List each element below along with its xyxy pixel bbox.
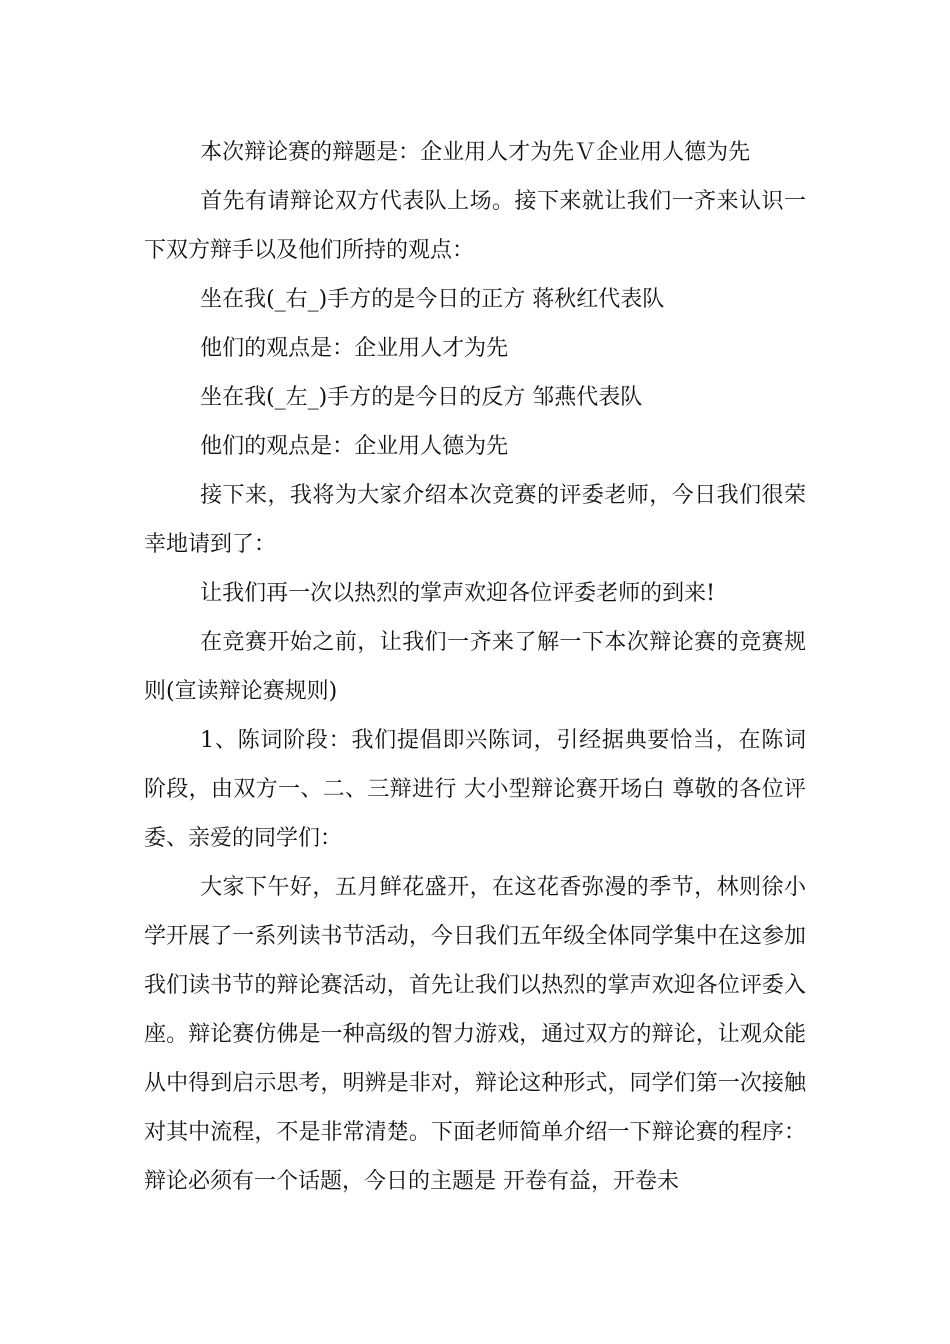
- paragraph-debate-topic: 本次辩论赛的辩题是：企业用人才为先Ｖ企业用人德为先: [200, 140, 751, 165]
- paragraph-affirmative-view: 他们的观点是：企业用人才为先: [200, 336, 509, 361]
- paragraph-negative-team: 坐在我(_左_)手方的是今日的反方 邹燕代表队: [200, 385, 643, 410]
- document-body: [144, 128, 806, 1206]
- paragraph-statement-stage: 1、陈词阶段：我们提倡即兴陈词，引经据典要恰当，在陈词阶段，由双方一、二、三辩进行 大小型辩论赛开场白 尊敬的各位评委、亲爱的同学们：: [144, 728, 806, 851]
- paragraph-invite-teams: 首先有请辩论双方代表队上场。接下来就让我们一齐来认识一下双方辩手以及他们所持的观点：: [144, 189, 806, 263]
- paragraph-rules-intro: 在竞赛开始之前，让我们一齐来了解一下本次辩论赛的竞赛规则(宣读辩论赛规则): [144, 630, 806, 704]
- paragraph-affirmative-team: 坐在我(_右_)手方的是今日的正方 蒋秋红代表队: [200, 287, 665, 312]
- paragraph-welcome-judges: 让我们再一次以热烈的掌声欢迎各位评委老师的到来!: [200, 581, 715, 606]
- paragraph-opening-speech: 大家下午好，五月鲜花盛开，在这花香弥漫的季节，林则徐小学开展了一系列读书节活动，今日我们五年级全体同学集中在这参加我们读书节的辩论赛活动，首先让我们以热烈的掌声欢迎各位评委入座。辩论赛仿佛是一种高级的智力游戏，通过双方的辩论，让观众能从中得到启示思考，明辨是非对，辩论这种形式，同学们第一次接触对其中流程，不是非常清楚。下面老师简单介绍一下辩论赛的程序：辩论必须有一个话题，今日的主题是 开卷有益，开卷未: [144, 875, 806, 1194]
- paragraph-introduce-judges: 接下来，我将为大家介绍本次竞赛的评委老师，今日我们很荣幸地请到了：: [144, 483, 806, 557]
- paragraph-negative-view: 他们的观点是：企业用人德为先: [200, 434, 509, 459]
